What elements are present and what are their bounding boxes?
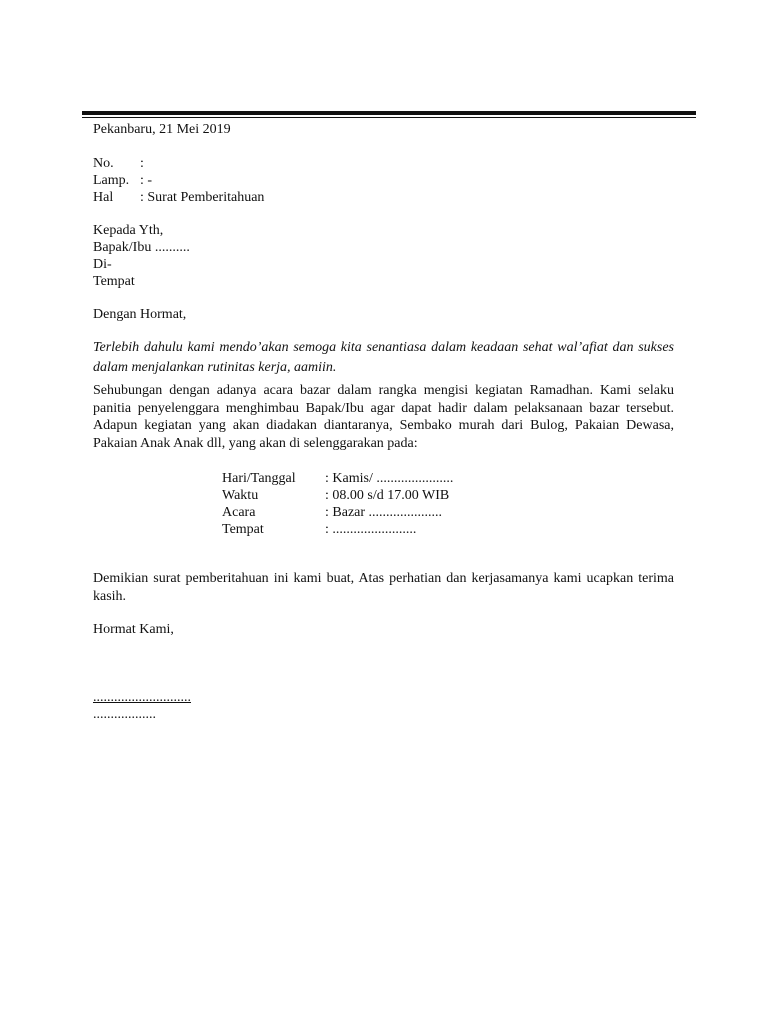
detail-row-event [222, 504, 442, 521]
meta-row-attachment [93, 172, 152, 189]
detail-value: : Bazar ..................... [325, 505, 443, 520]
meta-row-subject [93, 189, 264, 206]
detail-label: Hari/Tanggal [222, 471, 296, 486]
recipient-line: Kepada Yth, [93, 223, 164, 238]
closing-paragraph: Demikian surat pemberitahuan ini kami buat, Atas perhatian dan kerjasamanya kami ucapkan terima kasih. [93, 571, 674, 604]
meta-row-number [93, 155, 144, 172]
letterhead-rule-thin [82, 117, 696, 118]
recipient-line: Di- [93, 257, 112, 272]
recipient-line: Tempat [93, 274, 135, 289]
meta-value: : Surat Pemberitahuan [140, 190, 265, 205]
recipient-line: Bapak/Ibu .......... [93, 240, 190, 255]
sign-off: Hormat Kami, [93, 622, 174, 637]
meta-label: Lamp. [93, 173, 130, 188]
detail-row-date [222, 470, 453, 487]
detail-label: Tempat [222, 522, 264, 537]
detail-value: : Kamis/ ...................... [325, 471, 454, 486]
detail-label: Waktu [222, 488, 259, 503]
meta-value: : [140, 156, 144, 171]
meta-label: No. [93, 156, 114, 171]
detail-row-time [222, 487, 449, 504]
greeting: Dengan Hormat, [93, 307, 187, 322]
signature-title: .................. [93, 707, 156, 722]
meta-label: Hal [93, 190, 114, 205]
detail-value: : ........................ [325, 522, 417, 537]
body-paragraph: Sehubungan dengan adanya acara bazar dalam rangka mengisi kegiatan Ramadhan. Kami selaku panitia penyelenggara menghimbau Bapak/Ibu agar dapat hadir dalam pelaksanaan bazar tersebut. Adapun kegiatan yang akan diadakan diantaranya, Sembako murah dari Bulog, Pakaian Dewasa, Pakaian Anak Anak dll, yang akan di selenggarakan pada: [93, 383, 674, 451]
meta-value: : - [140, 173, 153, 188]
place-date: Pekanbaru, 21 Mei 2019 [93, 122, 231, 137]
detail-row-venue [222, 521, 416, 538]
detail-label: Acara [222, 505, 256, 520]
signature-name: ............................ [93, 690, 191, 705]
detail-value: : 08.00 s/d 17.00 WIB [325, 488, 450, 503]
opening-paragraph: Terlebih dahulu kami mendo’akan semoga kita senantiasa dalam keadaan sehat wal’afiat dan sukses dalam menjalankan rutinitas kerja, aamiin. [93, 340, 674, 375]
letterhead-rule-thick [82, 111, 696, 115]
